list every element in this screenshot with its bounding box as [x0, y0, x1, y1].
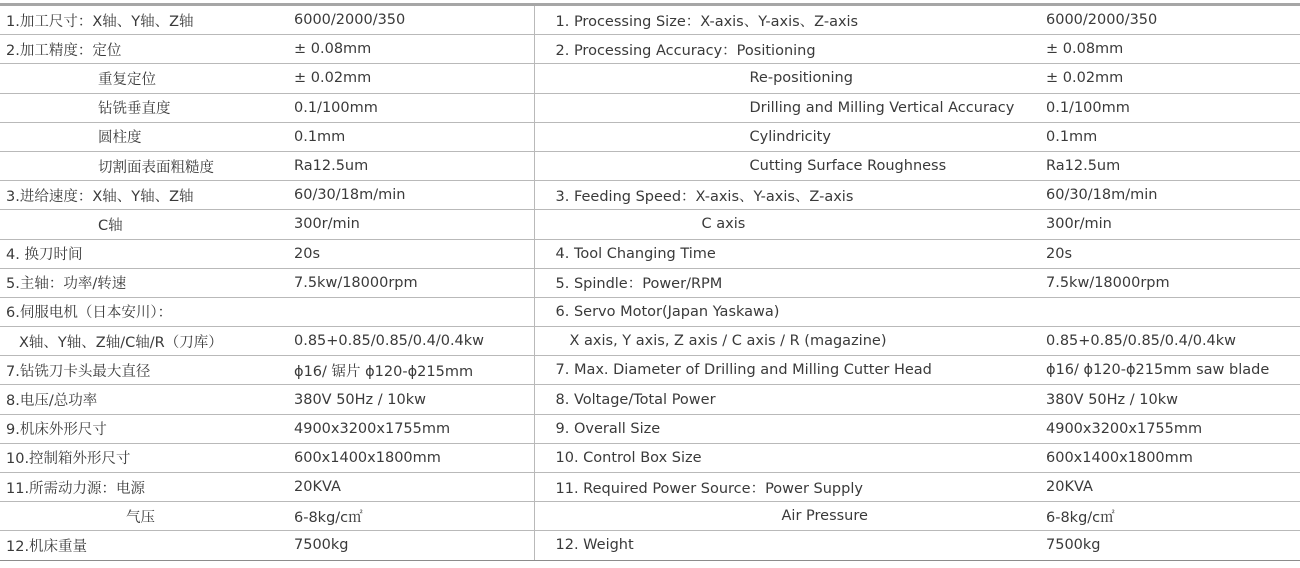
en-value: [1046, 297, 1300, 326]
cn-value: 380V 50Hz / 10kw: [294, 385, 534, 414]
en-label: 9. Overall Size: [534, 414, 1046, 443]
cn-value: 6-8kg/c㎡: [294, 502, 534, 531]
en-label: 3. Feeding Speed：X-axis、Y-axis、Z-axis: [534, 181, 1046, 210]
en-value: 600x1400x1800mm: [1046, 443, 1300, 472]
cn-value: ± 0.02mm: [294, 64, 534, 93]
cn-label: 1.加工尺寸：X轴、Y轴、Z轴: [0, 5, 294, 35]
en-label: Drilling and Milling Vertical Accuracy: [534, 93, 1046, 122]
table-row: [0, 414, 1300, 443]
cn-label: 切割面表面粗糙度: [0, 151, 294, 180]
en-label: 10. Control Box Size: [534, 443, 1046, 472]
table-row: [0, 181, 1300, 210]
en-value: ± 0.02mm: [1046, 64, 1300, 93]
en-value: 7500kg: [1046, 531, 1300, 560]
en-label: 2. Processing Accuracy：Positioning: [534, 35, 1046, 64]
en-value: 380V 50Hz / 10kw: [1046, 385, 1300, 414]
cn-value: 0.85+0.85/0.85/0.4/0.4kw: [294, 327, 534, 356]
en-value: ± 0.08mm: [1046, 35, 1300, 64]
en-label: Cylindricity: [534, 122, 1046, 151]
cn-value: ± 0.08mm: [294, 35, 534, 64]
cn-label: 9.机床外形尺寸: [0, 414, 294, 443]
en-value: 20KVA: [1046, 473, 1300, 502]
table-row: [0, 35, 1300, 64]
en-label: Air Pressure: [534, 502, 1046, 531]
table-row: [0, 268, 1300, 297]
cn-label: 2.加工精度：定位: [0, 35, 294, 64]
en-value: 0.1mm: [1046, 122, 1300, 151]
en-label: X axis, Y axis, Z axis / C axis / R (magazine): [534, 327, 1046, 356]
en-label: 8. Voltage/Total Power: [534, 385, 1046, 414]
en-value: 20s: [1046, 239, 1300, 268]
cn-label: 6.伺服电机（日本安川）：: [0, 297, 294, 326]
en-value: 7.5kw/18000rpm: [1046, 268, 1300, 297]
cn-label: 12.机床重量: [0, 531, 294, 560]
table-row: [0, 502, 1300, 531]
en-label: C axis: [534, 210, 1046, 239]
cn-value: 7.5kw/18000rpm: [294, 268, 534, 297]
table-row: [0, 239, 1300, 268]
cn-value: 0.1/100mm: [294, 93, 534, 122]
table-row: [0, 64, 1300, 93]
en-value: ϕ16/ ϕ120-ϕ215mm saw blade: [1046, 356, 1300, 385]
cn-label: 11.所需动力源：电源: [0, 473, 294, 502]
cn-value: Ra12.5um: [294, 151, 534, 180]
cn-label: 钻铣垂直度: [0, 93, 294, 122]
en-label: 4. Tool Changing Time: [534, 239, 1046, 268]
cn-value: 20KVA: [294, 473, 534, 502]
cn-label: 10.控制箱外形尺寸: [0, 443, 294, 472]
en-label: Re-positioning: [534, 64, 1046, 93]
cn-value: [294, 297, 534, 326]
cn-label: X轴、Y轴、Z轴/C轴/R（刀库）: [0, 327, 294, 356]
table-row: [0, 327, 1300, 356]
en-label: 5. Spindle：Power/RPM: [534, 268, 1046, 297]
table-row: [0, 122, 1300, 151]
table-row: [0, 356, 1300, 385]
en-value: 6-8kg/c㎡: [1046, 502, 1300, 531]
cn-value: 7500kg: [294, 531, 534, 560]
cn-value: 60/30/18m/min: [294, 181, 534, 210]
cn-value: 600x1400x1800mm: [294, 443, 534, 472]
en-label: 7. Max. Diameter of Drilling and Milling Cutter Head: [534, 356, 1046, 385]
en-value: 6000/2000/350: [1046, 5, 1300, 35]
table-row: [0, 385, 1300, 414]
spec-table: [0, 3, 1300, 561]
en-value: 300r/min: [1046, 210, 1300, 239]
table-row: [0, 5, 1300, 35]
table-row: [0, 297, 1300, 326]
cn-label: 3.进给速度：X轴、Y轴、Z轴: [0, 181, 294, 210]
cn-label: 4. 换刀时间: [0, 239, 294, 268]
cn-label: 重复定位: [0, 64, 294, 93]
en-value: 4900x3200x1755mm: [1046, 414, 1300, 443]
en-label: 1. Processing Size：X-axis、Y-axis、Z-axis: [534, 5, 1046, 35]
cn-value: ϕ16/ 锯片 ϕ120-ϕ215mm: [294, 356, 534, 385]
table-row: [0, 531, 1300, 560]
cn-label: C轴: [0, 210, 294, 239]
en-value: 0.85+0.85/0.85/0.4/0.4kw: [1046, 327, 1300, 356]
cn-value: 6000/2000/350: [294, 5, 534, 35]
table-row: [0, 210, 1300, 239]
en-label: 6. Servo Motor(Japan Yaskawa): [534, 297, 1046, 326]
en-value: Ra12.5um: [1046, 151, 1300, 180]
cn-label: 圆柱度: [0, 122, 294, 151]
cn-value: 0.1mm: [294, 122, 534, 151]
en-label: Cutting Surface Roughness: [534, 151, 1046, 180]
en-value: 60/30/18m/min: [1046, 181, 1300, 210]
cn-value: 20s: [294, 239, 534, 268]
table-row: [0, 93, 1300, 122]
table-row: [0, 443, 1300, 472]
cn-label: 8.电压/总功率: [0, 385, 294, 414]
table-row: [0, 151, 1300, 180]
en-label: 12. Weight: [534, 531, 1046, 560]
table-row: [0, 473, 1300, 502]
en-value: 0.1/100mm: [1046, 93, 1300, 122]
en-label: 11. Required Power Source：Power Supply: [534, 473, 1046, 502]
cn-label: 气压: [0, 502, 294, 531]
cn-value: 300r/min: [294, 210, 534, 239]
cn-label: 7.钻铣刀卡头最大直径: [0, 356, 294, 385]
cn-value: 4900x3200x1755mm: [294, 414, 534, 443]
cn-label: 5.主轴：功率/转速: [0, 268, 294, 297]
